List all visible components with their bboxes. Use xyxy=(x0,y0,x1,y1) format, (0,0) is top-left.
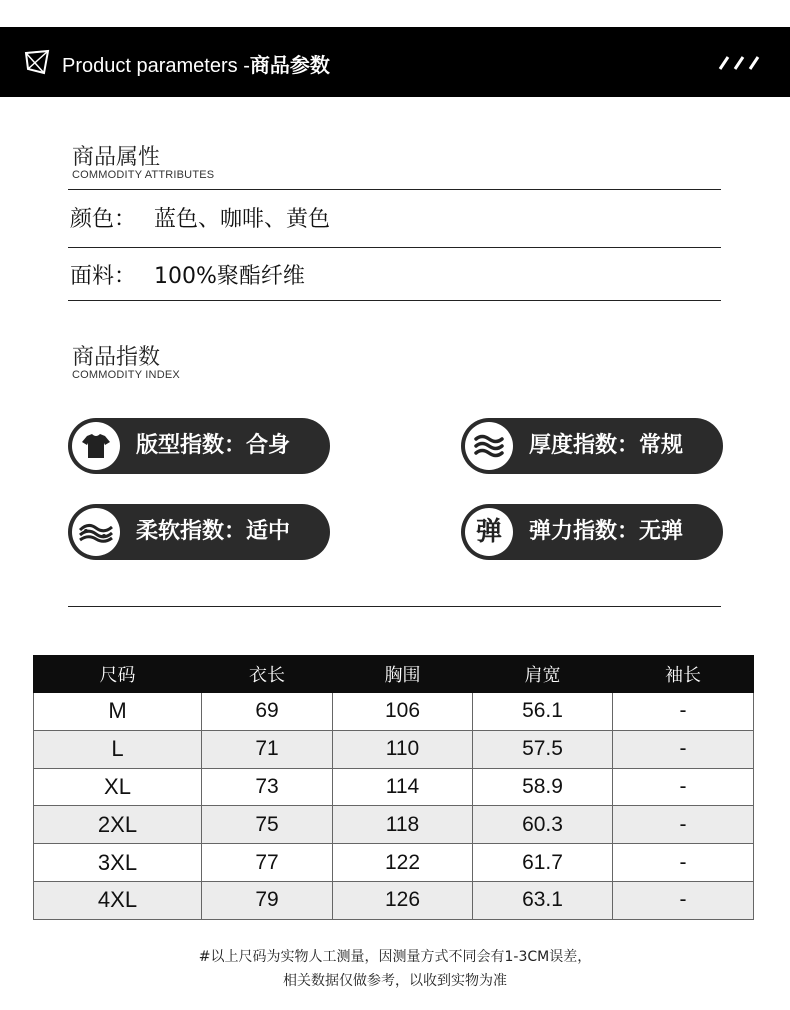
table-cell: 3XL xyxy=(34,844,202,882)
table-cell: 106 xyxy=(333,693,473,731)
tshirt-icon xyxy=(72,422,120,470)
attributes-title: 商品属性 xyxy=(72,145,161,170)
table-cell: - xyxy=(613,693,754,731)
index-elasticity-pill xyxy=(461,504,723,560)
attributes-subtitle: COMMODITY ATTRIBUTES xyxy=(72,169,215,181)
header-sleeve: 袖长 xyxy=(613,656,754,693)
table-cell: 122 xyxy=(333,844,473,882)
table-cell: 114 xyxy=(333,768,473,806)
table-cell: 61.7 xyxy=(473,844,613,882)
divider xyxy=(68,300,721,301)
table-row xyxy=(34,881,754,919)
index-softness-pill xyxy=(68,504,330,560)
index-fit-label: 版型指数：合身 xyxy=(136,433,291,458)
size-table xyxy=(33,655,754,920)
table-row xyxy=(34,768,754,806)
table-cell: 79 xyxy=(202,881,333,919)
table-cell: 58.9 xyxy=(473,768,613,806)
header-bar xyxy=(0,27,790,97)
index-thickness-pill xyxy=(461,418,723,474)
divider xyxy=(68,189,721,190)
table-cell: 60.3 xyxy=(473,806,613,844)
table-cell: M xyxy=(34,693,202,731)
table-cell: - xyxy=(613,844,754,882)
table-cell: - xyxy=(613,768,754,806)
table-cell: XL xyxy=(34,768,202,806)
elastic-icon xyxy=(465,508,513,556)
header-size: 尺码 xyxy=(34,656,202,693)
attribute-value: 100%聚酯纤维 xyxy=(154,264,305,289)
table-cell: 75 xyxy=(202,806,333,844)
divider xyxy=(68,247,721,248)
title-cn: 商品参数 xyxy=(249,55,330,77)
table-cell: 73 xyxy=(202,768,333,806)
index-thickness-label: 厚度指数：常规 xyxy=(529,433,684,458)
table-cell: 63.1 xyxy=(473,881,613,919)
header-shoulder: 肩宽 xyxy=(473,656,613,693)
table-cell: 4XL xyxy=(34,881,202,919)
header-chest: 胸围 xyxy=(333,656,473,693)
feather-icon xyxy=(72,508,120,556)
table-cell: 77 xyxy=(202,844,333,882)
table-header-row xyxy=(34,656,754,693)
table-cell: 126 xyxy=(333,881,473,919)
layers-icon xyxy=(465,422,513,470)
table-row xyxy=(34,730,754,768)
table-row xyxy=(34,693,754,731)
divider xyxy=(68,606,721,607)
table-cell: - xyxy=(613,730,754,768)
table-cell: 56.1 xyxy=(473,693,613,731)
table-cell: 110 xyxy=(333,730,473,768)
index-subtitle: COMMODITY INDEX xyxy=(72,369,180,381)
title-en: Product parameters - xyxy=(62,55,250,77)
table-cell: - xyxy=(613,881,754,919)
index-title: 商品指数 xyxy=(72,345,161,370)
table-cell: - xyxy=(613,806,754,844)
table-row xyxy=(34,806,754,844)
table-cell: 57.5 xyxy=(473,730,613,768)
index-fit-pill xyxy=(68,418,330,474)
cube-logo-icon xyxy=(22,47,52,77)
header-length: 衣长 xyxy=(202,656,333,693)
attribute-key: 面料： xyxy=(70,264,137,289)
elastic-glyph: 弹 xyxy=(475,517,502,547)
attribute-value: 蓝色、咖啡、黄色 xyxy=(154,207,331,232)
table-cell: 69 xyxy=(202,693,333,731)
table-cell: 118 xyxy=(333,806,473,844)
table-cell: L xyxy=(34,730,202,768)
attribute-row-color xyxy=(70,202,330,233)
footnote-line-1: #以上尺码为实物人工测量，因测量方式不同会有1-3CM误差， xyxy=(198,949,592,965)
index-softness-label: 柔软指数：适中 xyxy=(136,519,291,544)
table-row xyxy=(34,844,754,882)
footnote-line-2: 相关数据仅做参考，以收到实物为准 xyxy=(283,973,507,989)
attribute-key: 颜色： xyxy=(70,207,137,232)
table-cell: 2XL xyxy=(34,806,202,844)
attribute-row-fabric xyxy=(70,259,305,290)
table-cell: 71 xyxy=(202,730,333,768)
page-title xyxy=(62,49,330,78)
slashes-icon xyxy=(718,53,768,73)
index-elasticity-label: 弹力指数：无弹 xyxy=(529,519,684,544)
